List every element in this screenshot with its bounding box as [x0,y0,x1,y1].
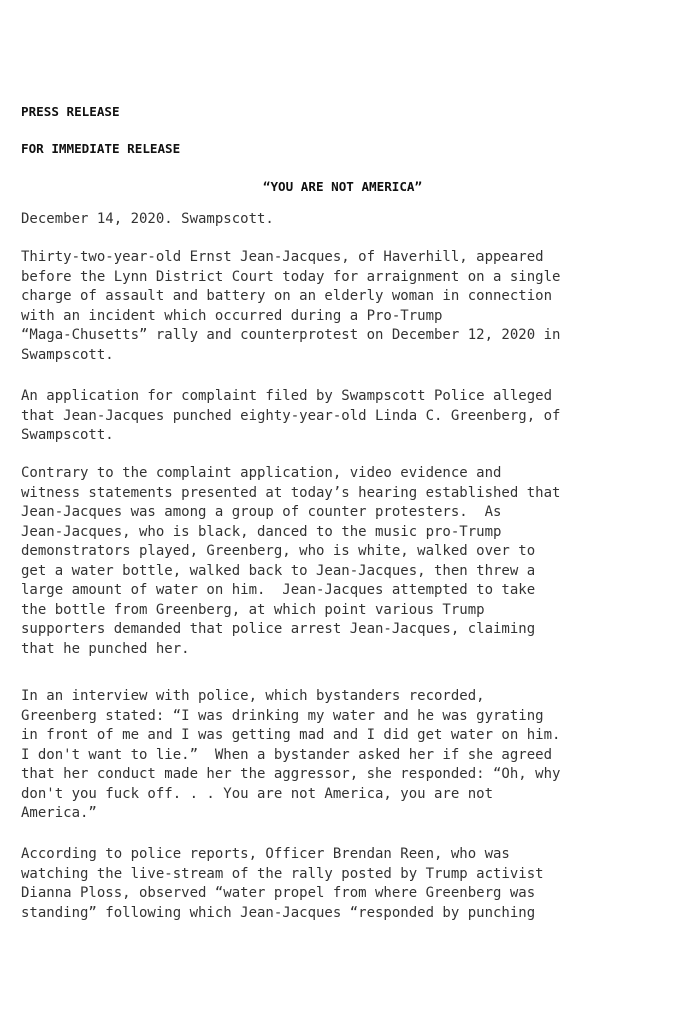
paragraph-line: get a water bottle, walked back to Jean-Jacques, then threw a [21,562,536,579]
header-immediate-release: FOR IMMEDIATE RELEASE [21,141,181,156]
paragraph-line: Contrary to the complaint application, video evidence and [21,465,502,481]
paragraph-line: Swampscott. [21,346,114,363]
dateline-text: December 14, 2020. Swampscott. [21,211,274,227]
paragraph-line: supporters demanded that police arrest Jean-Jacques, claiming [21,621,536,637]
paragraph-line: large amount of water on him. Jean-Jacques attempted to take [21,582,536,598]
paragraph-line: I don't want to lie.” When a bystander asked her if she agreed [21,746,553,763]
paragraph-evidence [21,464,661,659]
document-title: “YOU ARE NOT AMERICA” [262,179,423,194]
paragraph-line: charge of assault and battery on an elderly woman in connection [21,288,553,304]
paragraph-police-reports [21,845,661,923]
paragraph-line: An application for complaint filed by Swampscott Police alleged [21,388,553,404]
dateline [21,210,661,230]
paragraph-line: standing” following which Jean-Jacques “responded by punching [21,904,536,921]
paragraph-line: Swampscott. [21,427,114,443]
paragraph-line: Greenberg stated: “I was drinking my water and he was gyrating [21,707,544,724]
paragraph-arraignment [21,248,661,365]
paragraph-interview [21,687,661,824]
paragraph-line: that he punched her. [21,640,190,657]
paragraph-line: America.” [21,805,97,821]
paragraph-line: Jean-Jacques was among a group of counter protesters. As [21,504,502,520]
paragraph-line: the bottle from Greenberg, at which point various Trump [21,601,485,618]
paragraph-line: Jean-Jacques, who is black, danced to the music pro-Trump [21,523,502,540]
paragraph-line: that her conduct made her the aggressor, she responded: “Oh, why [21,766,561,782]
header-press-release: PRESS RELEASE [21,104,120,119]
paragraph-line: that Jean-Jacques punched eighty-year-old Linda C. Greenberg, of [21,407,561,424]
paragraph-line: watching the live-stream of the rally posted by Trump activist [21,865,544,882]
paragraph-line: According to police reports, Officer Brendan Reen, who was [21,846,510,862]
paragraph-line: Dianna Ploss, observed “water propel from where Greenberg was [21,885,536,901]
paragraph-complaint [21,387,661,446]
paragraph-line: demonstrators played, Greenberg, who is white, walked over to [21,543,536,559]
paragraph-line: “Maga-Chusetts” rally and counterprotest on December 12, 2020 in [21,327,561,343]
paragraph-line: witness statements presented at today’s hearing established that [21,484,561,501]
paragraph-line: in front of me and I was getting mad and I did get water on him. [21,727,561,743]
paragraph-line: don't you fuck off. . . You are not America, you are not [21,785,494,802]
paragraph-line: Thirty-two-year-old Ernst Jean-Jacques, of Haverhill, appeared [21,249,544,265]
paragraph-line: In an interview with police, which bystanders recorded, [21,688,485,704]
paragraph-line: before the Lynn District Court today for arraignment on a single [21,268,561,285]
paragraph-line: with an incident which occurred during a Pro-Trump [21,307,443,324]
